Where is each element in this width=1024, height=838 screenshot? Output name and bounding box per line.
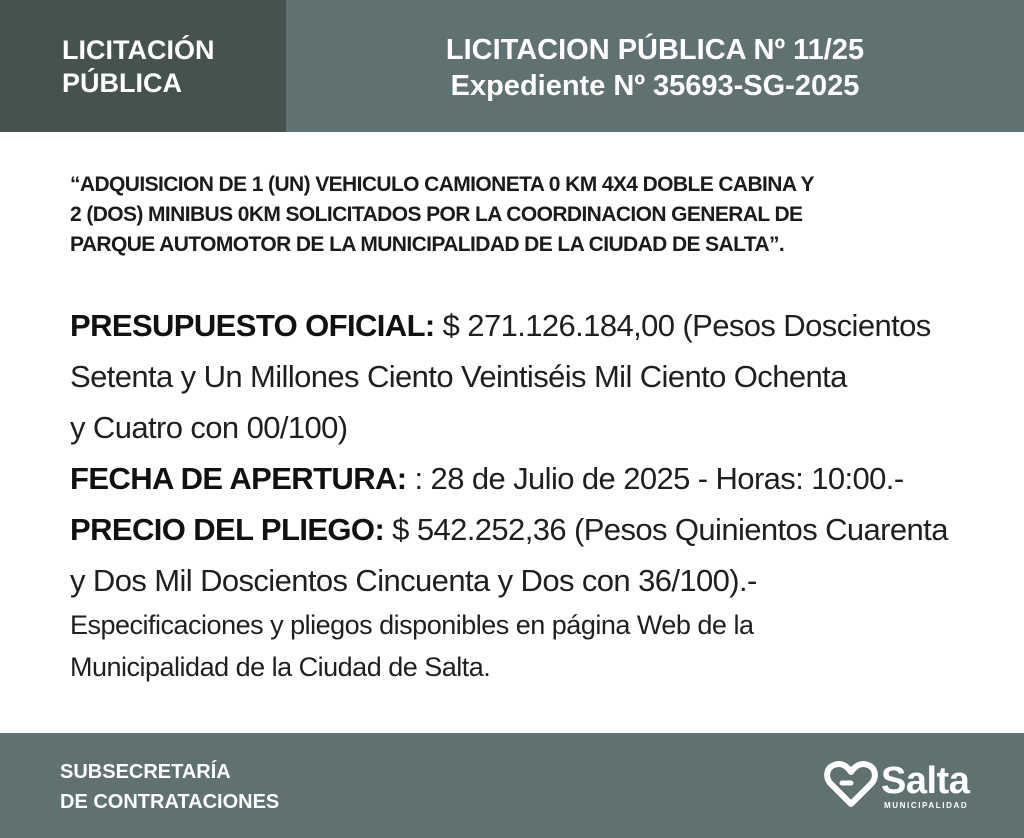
- budget-line-1: [70, 300, 1015, 351]
- tender-details: [70, 300, 1015, 606]
- header-category-block: [0, 0, 286, 132]
- department-line-2: DE CONTRATACIONES: [60, 791, 280, 813]
- opening-line: [70, 453, 1015, 504]
- subject-line-1: “ADQUISICION DE 1 (UN) VEHICULO CAMIONETA 0 KM 4X4 DOBLE CABINA Y: [70, 173, 814, 196]
- footer-banner: [0, 733, 1024, 838]
- price-value: $ 542.252,36 (Pesos Quinientos Cuarenta: [384, 512, 948, 547]
- department-line-1: SUBSECRETARÍA: [60, 761, 231, 783]
- specs-note: [70, 604, 970, 688]
- specs-line-2: Municipalidad de la Ciudad de Salta.: [70, 652, 491, 682]
- heart-icon: [824, 759, 878, 809]
- budget-line-2: Setenta y Un Millones Ciento Veintiséis Mil Ciento Ochenta: [70, 359, 847, 394]
- price-line-2: y Dos Mil Doscientos Cincuenta y Dos con 36/100).-: [70, 563, 757, 598]
- price-label: PRECIO DEL PLIEGO:: [70, 512, 385, 547]
- subject-line-2: 2 (DOS) MINIBUS 0KM SOLICITADOS POR LA COORDINACION GENERAL DE: [70, 203, 803, 226]
- opening-value: : 28 de Julio de 2025 - Horas: 10:00.-: [406, 461, 904, 496]
- salta-logo: [824, 759, 984, 815]
- header-banner: [0, 0, 1024, 132]
- tender-subject: [70, 170, 970, 260]
- department-label: [60, 757, 279, 817]
- opening-label: FECHA DE APERTURA:: [70, 461, 407, 496]
- category-label: [62, 34, 214, 100]
- page-title: [286, 32, 1024, 104]
- category-line-1: LICITACIÓN: [62, 35, 215, 65]
- logo-subtitle: MUNICIPALIDAD: [884, 801, 969, 810]
- budget-line-3: y Cuatro con 00/100): [70, 410, 348, 445]
- budget-label: PRESUPUESTO OFICIAL:: [70, 308, 435, 343]
- budget-value: $ 271.126.184,00 (Pesos Doscientos: [434, 308, 931, 343]
- category-line-2: PÚBLICA: [62, 68, 182, 98]
- logo-wordmark: Salta: [881, 760, 970, 802]
- price-line-1: [70, 504, 1015, 555]
- subject-line-3: PARQUE AUTOMOTOR DE LA MUNICIPALIDAD DE LA CIUDAD DE SALTA”.: [70, 233, 785, 256]
- file-number: Expediente Nº 35693-SG-2025: [450, 70, 860, 102]
- tender-number: LICITACION PÚBLICA Nº 11/25: [445, 34, 865, 66]
- specs-line-1: Especificaciones y pliegos disponibles en página Web de la: [70, 610, 754, 640]
